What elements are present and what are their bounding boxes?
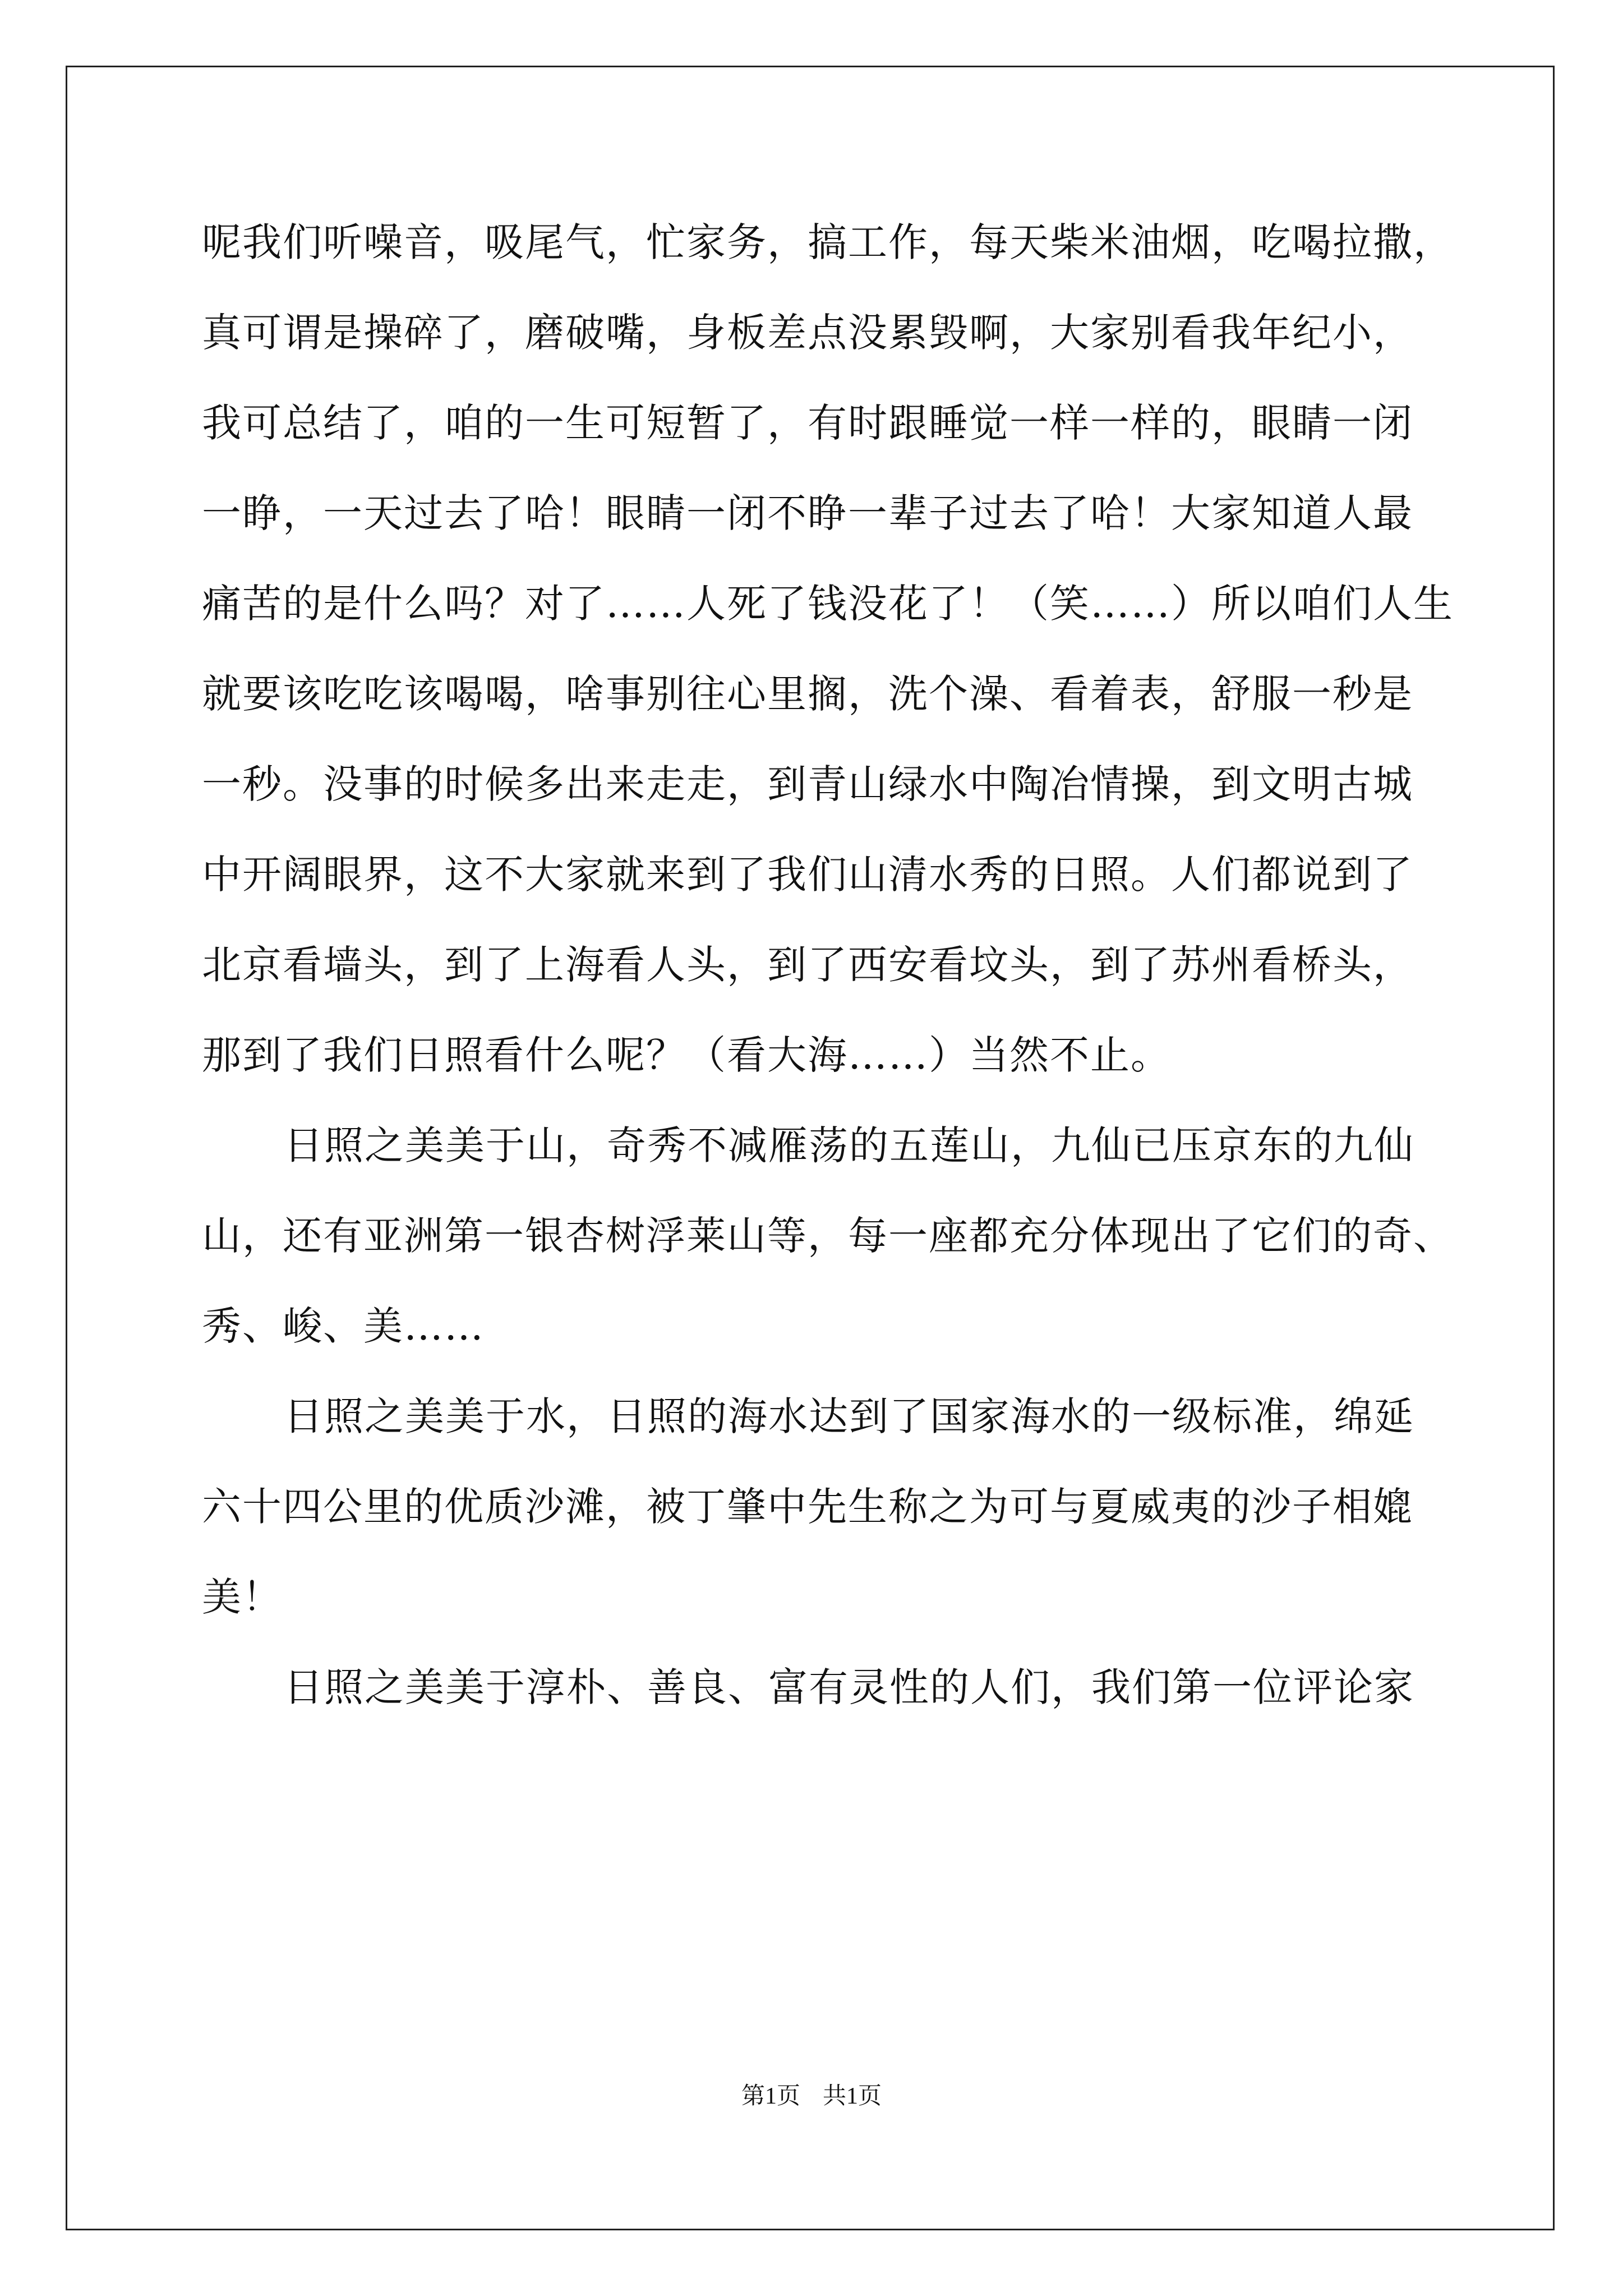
text-line: 北京看墙头，到了上海看人头，到了西安看坟头，到了苏州看桥头， — [202, 942, 1413, 988]
page-number-total: 共1页 — [823, 2083, 882, 2109]
document-body — [202, 197, 1454, 1733]
text-line: 一睁，一天过去了哈！眼睛一闭不睁一辈子过去了哈！大家知道人最 — [202, 490, 1413, 536]
paragraph-start-line: 日照之美美于山，奇秀不减雁荡的五莲山，九仙已压京东的九仙 — [284, 1122, 1414, 1168]
paragraph-start-line: 日照之美美于水，日照的海水达到了国家海水的一级标准，绵延 — [284, 1393, 1414, 1439]
text-line: 就要该吃吃该喝喝，啥事别往心里搁，洗个澡、看着表，舒服一秒是 — [202, 671, 1413, 717]
text-line: 山，还有亚洲第一银杏树浮莱山等，每一座都充分体现出了它们的奇、 — [202, 1213, 1454, 1259]
text-line: 真可谓是操碎了，磨破嘴，身板差点没累毁啊，大家别看我年纪小， — [202, 310, 1413, 356]
text-line: 痛苦的是什么吗？对了……人死了钱没花了！（笑……）所以咱们人生 — [202, 581, 1454, 627]
text-line: 秀、峻、美…… — [202, 1303, 485, 1349]
text-line: 我可总结了，咱的一生可短暂了，有时跟睡觉一样一样的，眼睛一闭 — [202, 400, 1413, 446]
text-line: 呢我们听噪音，吸尾气，忙家务，搞工作，每天柴米油烟，吃喝拉撒， — [202, 219, 1454, 265]
text-line: 六十四公里的优质沙滩，被丁肇中先生称之为可与夏威夷的沙子相媲 — [202, 1484, 1413, 1530]
text-line: 一秒。没事的时候多出来走走，到青山绿水中陶冶情操，到文明古城 — [202, 761, 1413, 807]
paragraph-start-line: 日照之美美于淳朴、善良、富有灵性的人们，我们第一位评论家 — [284, 1664, 1414, 1710]
text-line: 那到了我们日照看什么呢？（看大海……）当然不止。 — [202, 1032, 1171, 1078]
text-line: 美！ — [202, 1574, 283, 1620]
text-line: 中开阔眼界，这不大家就来到了我们山清水秀的日照。人们都说到了 — [202, 852, 1413, 898]
page-number-current: 第1页 — [741, 2083, 800, 2109]
page-footer — [0, 2077, 1623, 2111]
